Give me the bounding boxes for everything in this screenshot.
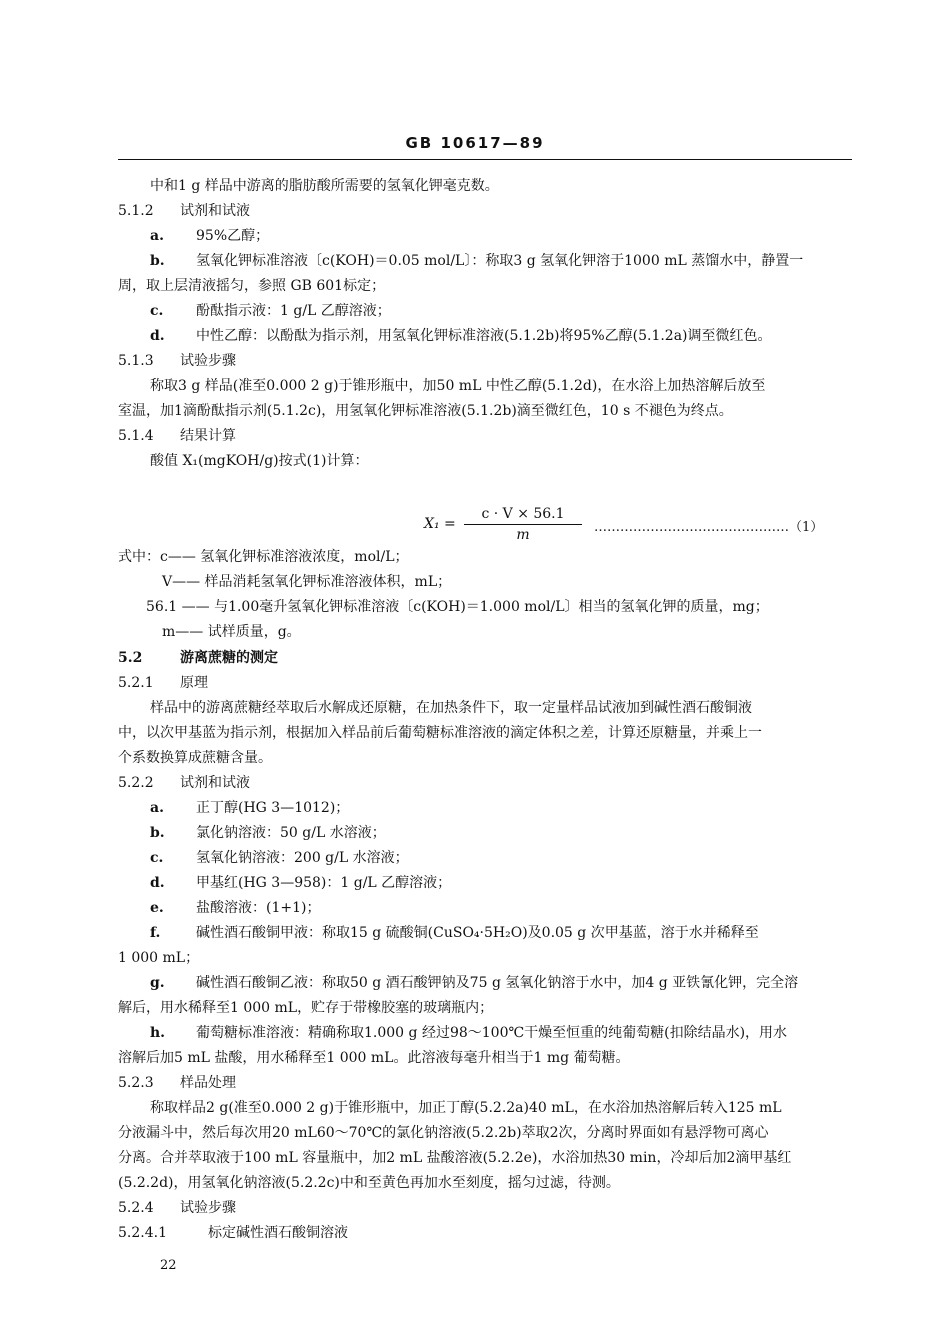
section-heading: 5.2.4.1 标定碱性酒石酸铜溶液 xyxy=(118,1225,348,1241)
section-heading: 5.1.4 结果计算 xyxy=(118,428,236,444)
section-heading: 5.1.2 试剂和试液 xyxy=(118,203,250,219)
list-item: e. 盐酸溶液：(1+1)； xyxy=(150,900,321,916)
list-item: d. 中性乙醇：以酚酞为指示剂，用氢氧化钾标准溶液(5.1.2b)将95%乙醇(5.1.2a)调至微红色。 xyxy=(150,328,772,344)
section-heading: 5.2.1 原理 xyxy=(118,675,208,691)
list-item: b. 氢氧化钾标准溶液〔c(KOH)＝0.05 mol/L〕：称取3 g 氢氧化钾溶于1000 mL 蒸馏水中，静置一 xyxy=(150,253,804,269)
list-item: a. 正丁醇(HG 3—1012)； xyxy=(150,800,350,816)
list-item: a. 95%乙醇； xyxy=(150,228,270,244)
body-text: 称取3 g 样品(准至0.000 2 g)于锥形瓶中，加50 mL 中性乙醇(5.1.2d)，在水浴上加热溶解后放至 xyxy=(150,378,766,394)
formula-lhs: X₁ = xyxy=(424,516,456,532)
body-text: 1 000 mL； xyxy=(118,950,200,966)
list-item: b. 氯化钠溶液：50 g/L 水溶液； xyxy=(150,825,386,841)
body-text: 中，以次甲基蓝为指示剂，根据加入样品前后葡萄糖标准溶液的滴定体积之差，计算还原糖量，并乘上一 xyxy=(118,725,762,741)
body-text: 样品中的游离蔗糖经萃取后水解成还原糖，在加热条件下，取一定量样品试液加到碱性酒石酸铜液 xyxy=(150,700,752,716)
body-text: 周，取上层清液摇匀，参照 GB 601标定； xyxy=(118,278,386,294)
list-item: g. 碱性酒石酸铜乙液：称取50 g 酒石酸钾钠及75 g 氢氧化钠溶于水中，加4 g 亚铁氰化钾，完全溶 xyxy=(150,975,799,991)
list-item: h. 葡萄糖标准溶液：精确称取1.000 g 经过98～100℃干燥至恒重的纯葡萄糖(扣除结晶水)，用水 xyxy=(150,1025,788,1041)
formula-denominator: m xyxy=(516,527,530,543)
section-heading: 5.2 游离蔗糖的测定 xyxy=(118,650,278,666)
body-text: (5.2.2d)，用氢氧化钠溶液(5.2.2c)中和至黄色再加水至刻度，摇匀过滤，待测。 xyxy=(118,1175,620,1191)
variable-definition: 56.1 —— 与1.00毫升氢氧化钾标准溶液〔c(KOH)＝1.000 mol/L〕相当的氢氧化钾的质量，mg； xyxy=(146,599,769,615)
standard-code-header: GB 10617—89 xyxy=(405,134,545,152)
section-heading: 5.2.2 试剂和试液 xyxy=(118,775,250,791)
section-heading: 5.1.3 试验步骤 xyxy=(118,353,236,369)
variable-definition: 式中：c—— 氢氧化钾标准溶液浓度，mol/L； xyxy=(118,549,409,565)
list-item: f. 碱性酒石酸铜甲液：称取15 g 硫酸铜(CuSO₄·5H₂O)及0.05 g 次甲基蓝，溶于水并稀释至 xyxy=(150,925,759,941)
body-text: 解后，用水稀释至1 000 mL，贮存于带橡胶塞的玻璃瓶内； xyxy=(118,1000,494,1016)
body-text: 分离。合并萃取液于100 mL 容量瓶中，加2 mL 盐酸溶液(5.2.2e)，水浴加热30 min，冷却后加2滴甲基红 xyxy=(118,1150,792,1166)
page-number: 22 xyxy=(160,1258,177,1273)
body-text: 酸值 X₁(mgKOH/g)按式(1)计算： xyxy=(150,453,369,469)
body-text: 溶解后加5 mL 盐酸，用水稀释至1 000 mL。此溶液每毫升相当于1 mg 葡萄糖。 xyxy=(118,1050,630,1066)
formula-fraction xyxy=(464,506,582,543)
section-heading: 5.2.4 试验步骤 xyxy=(118,1200,236,1216)
header-rule xyxy=(118,159,852,160)
body-text: 中和1 g 样品中游离的脂肪酸所需要的氢氧化钾毫克数。 xyxy=(150,178,499,194)
body-text: 分液漏斗中，然后每次用20 mL60～70℃的氯化钠溶液(5.2.2b)萃取2次，分离时界面如有悬浮物可离心 xyxy=(118,1125,769,1141)
list-item: c. 酚酞指示液：1 g/L 乙醇溶液； xyxy=(150,303,391,319)
variable-definition: V—— 样品消耗氢氧化钾标准溶液体积，mL； xyxy=(162,574,452,590)
formula-number: ………………………………………（1） xyxy=(594,520,824,535)
list-item: d. 甲基红(HG 3—958)：1 g/L 乙醇溶液； xyxy=(150,875,452,891)
body-text: 个系数换算成蔗糖含量。 xyxy=(118,750,272,766)
formula-numerator: c · V × 56.1 xyxy=(481,506,565,522)
body-text: 称取样品2 g(准至0.000 2 g)于锥形瓶中，加正丁醇(5.2.2a)40 mL，在水浴加热溶解后转入125 mL xyxy=(150,1100,782,1116)
section-heading: 5.2.3 样品处理 xyxy=(118,1075,236,1091)
list-item: c. 氢氧化钠溶液：200 g/L 水溶液； xyxy=(150,850,409,866)
fraction-bar xyxy=(464,524,582,525)
variable-definition: m—— 试样质量，g。 xyxy=(162,624,301,640)
body-text: 室温，加1滴酚酞指示剂(5.1.2c)，用氢氧化钾标准溶液(5.1.2b)滴至微红色，10 s 不褪色为终点。 xyxy=(118,403,733,419)
